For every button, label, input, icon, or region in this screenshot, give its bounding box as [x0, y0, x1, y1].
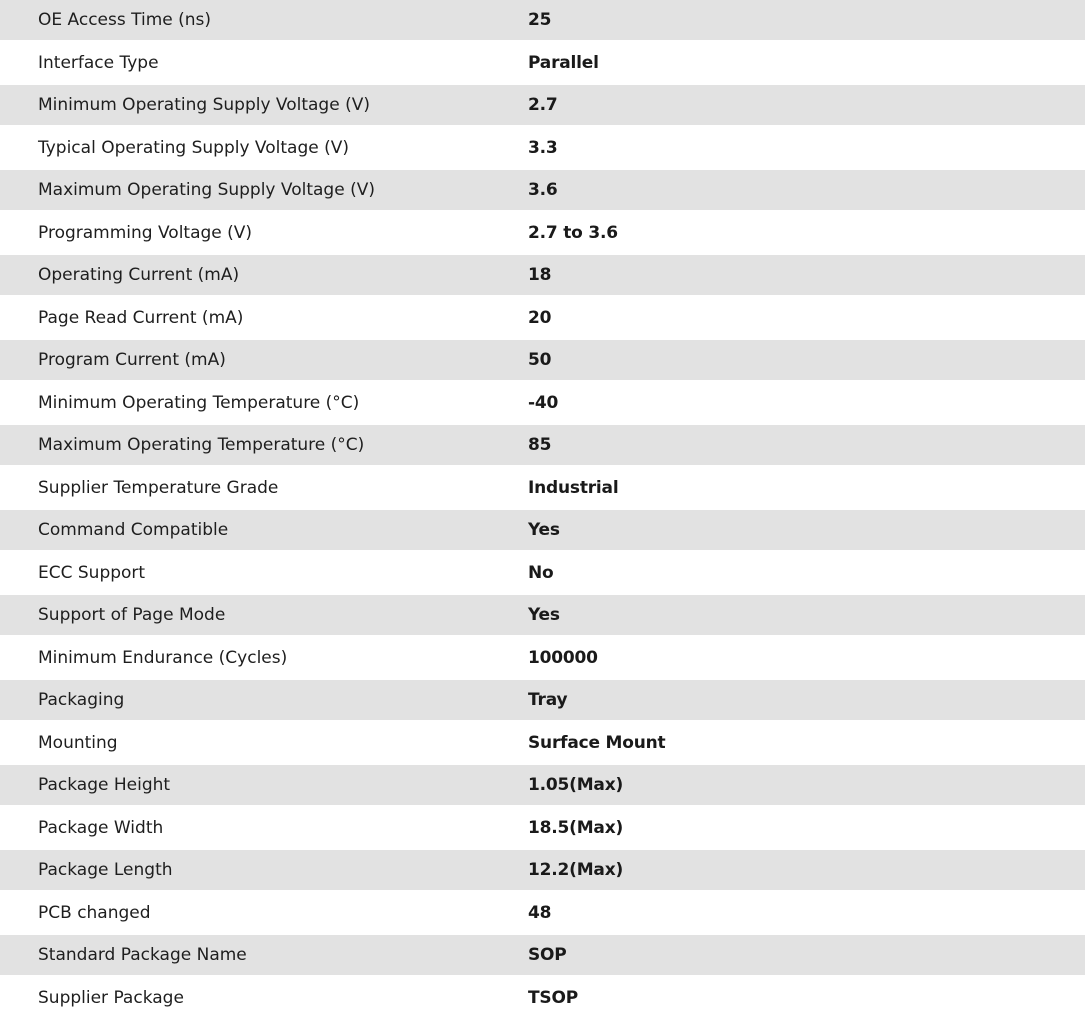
spec-label: OE Access Time (ns) [38, 10, 212, 30]
spec-row [0, 510, 1085, 550]
spec-label: Packaging [38, 690, 125, 710]
spec-value: 100000 [528, 647, 598, 668]
spec-value: 50 [528, 350, 552, 370]
spec-row [0, 850, 1085, 890]
spec-label: PCB changed [38, 902, 151, 923]
spec-value: Tray [528, 690, 568, 710]
spec-value: 2.7 to 3.6 [528, 222, 618, 243]
spec-label: Package Length [38, 860, 173, 880]
spec-label: Interface Type [38, 52, 159, 73]
spec-value: No [528, 562, 554, 583]
spec-row [0, 550, 1085, 595]
spec-row [0, 85, 1085, 125]
spec-row [0, 975, 1085, 1020]
spec-value: Yes [528, 605, 560, 625]
spec-value: 18.5(Max) [528, 817, 624, 838]
spec-label: Support of Page Mode [38, 605, 226, 625]
spec-label: ECC Support [38, 562, 146, 583]
spec-row [0, 935, 1085, 975]
spec-label: Page Read Current (mA) [38, 307, 244, 328]
spec-row [0, 340, 1085, 380]
spec-row [0, 425, 1085, 465]
spec-value: SOP [528, 945, 567, 965]
spec-label: Operating Current (mA) [38, 265, 240, 285]
spec-row [0, 805, 1085, 850]
spec-value: 20 [528, 307, 552, 328]
spec-label: Standard Package Name [38, 945, 247, 965]
spec-value: Surface Mount [528, 732, 666, 753]
spec-value: 18 [528, 265, 552, 285]
spec-label: Maximum Operating Supply Voltage (V) [38, 180, 375, 200]
spec-label: Package Width [38, 817, 164, 838]
spec-value: TSOP [528, 987, 578, 1008]
spec-label: Minimum Operating Temperature (°C) [38, 392, 360, 413]
spec-value: 2.7 [528, 95, 558, 115]
spec-value: Industrial [528, 477, 619, 498]
spec-row [0, 635, 1085, 680]
spec-label: Command Compatible [38, 520, 229, 540]
spec-row [0, 255, 1085, 295]
spec-label: Package Height [38, 775, 171, 795]
spec-row [0, 595, 1085, 635]
spec-row [0, 210, 1085, 255]
spec-value: 1.05(Max) [528, 775, 624, 795]
spec-label: Minimum Operating Supply Voltage (V) [38, 95, 370, 115]
spec-label: Program Current (mA) [38, 350, 226, 370]
spec-value: 25 [528, 10, 552, 30]
spec-label: Supplier Package [38, 987, 184, 1008]
spec-row [0, 125, 1085, 170]
spec-label: Mounting [38, 732, 118, 753]
spec-row [0, 890, 1085, 935]
spec-row [0, 765, 1085, 805]
spec-row [0, 380, 1085, 425]
spec-label: Maximum Operating Temperature (°C) [38, 435, 365, 455]
spec-row [0, 40, 1085, 85]
spec-value: 48 [528, 902, 552, 923]
spec-value: Parallel [528, 52, 599, 73]
spec-row [0, 680, 1085, 720]
spec-label: Typical Operating Supply Voltage (V) [38, 137, 349, 158]
spec-value: 12.2(Max) [528, 860, 624, 880]
spec-value: -40 [528, 392, 559, 413]
spec-value: Yes [528, 520, 560, 540]
spec-value: 85 [528, 435, 552, 455]
spec-row [0, 720, 1085, 765]
spec-row [0, 465, 1085, 510]
spec-label: Supplier Temperature Grade [38, 477, 279, 498]
spec-row [0, 170, 1085, 210]
spec-label: Minimum Endurance (Cycles) [38, 647, 288, 668]
spec-row [0, 0, 1085, 40]
spec-value: 3.3 [528, 137, 558, 158]
spec-value: 3.6 [528, 180, 558, 200]
spec-label: Programming Voltage (V) [38, 222, 253, 243]
spec-row [0, 295, 1085, 340]
